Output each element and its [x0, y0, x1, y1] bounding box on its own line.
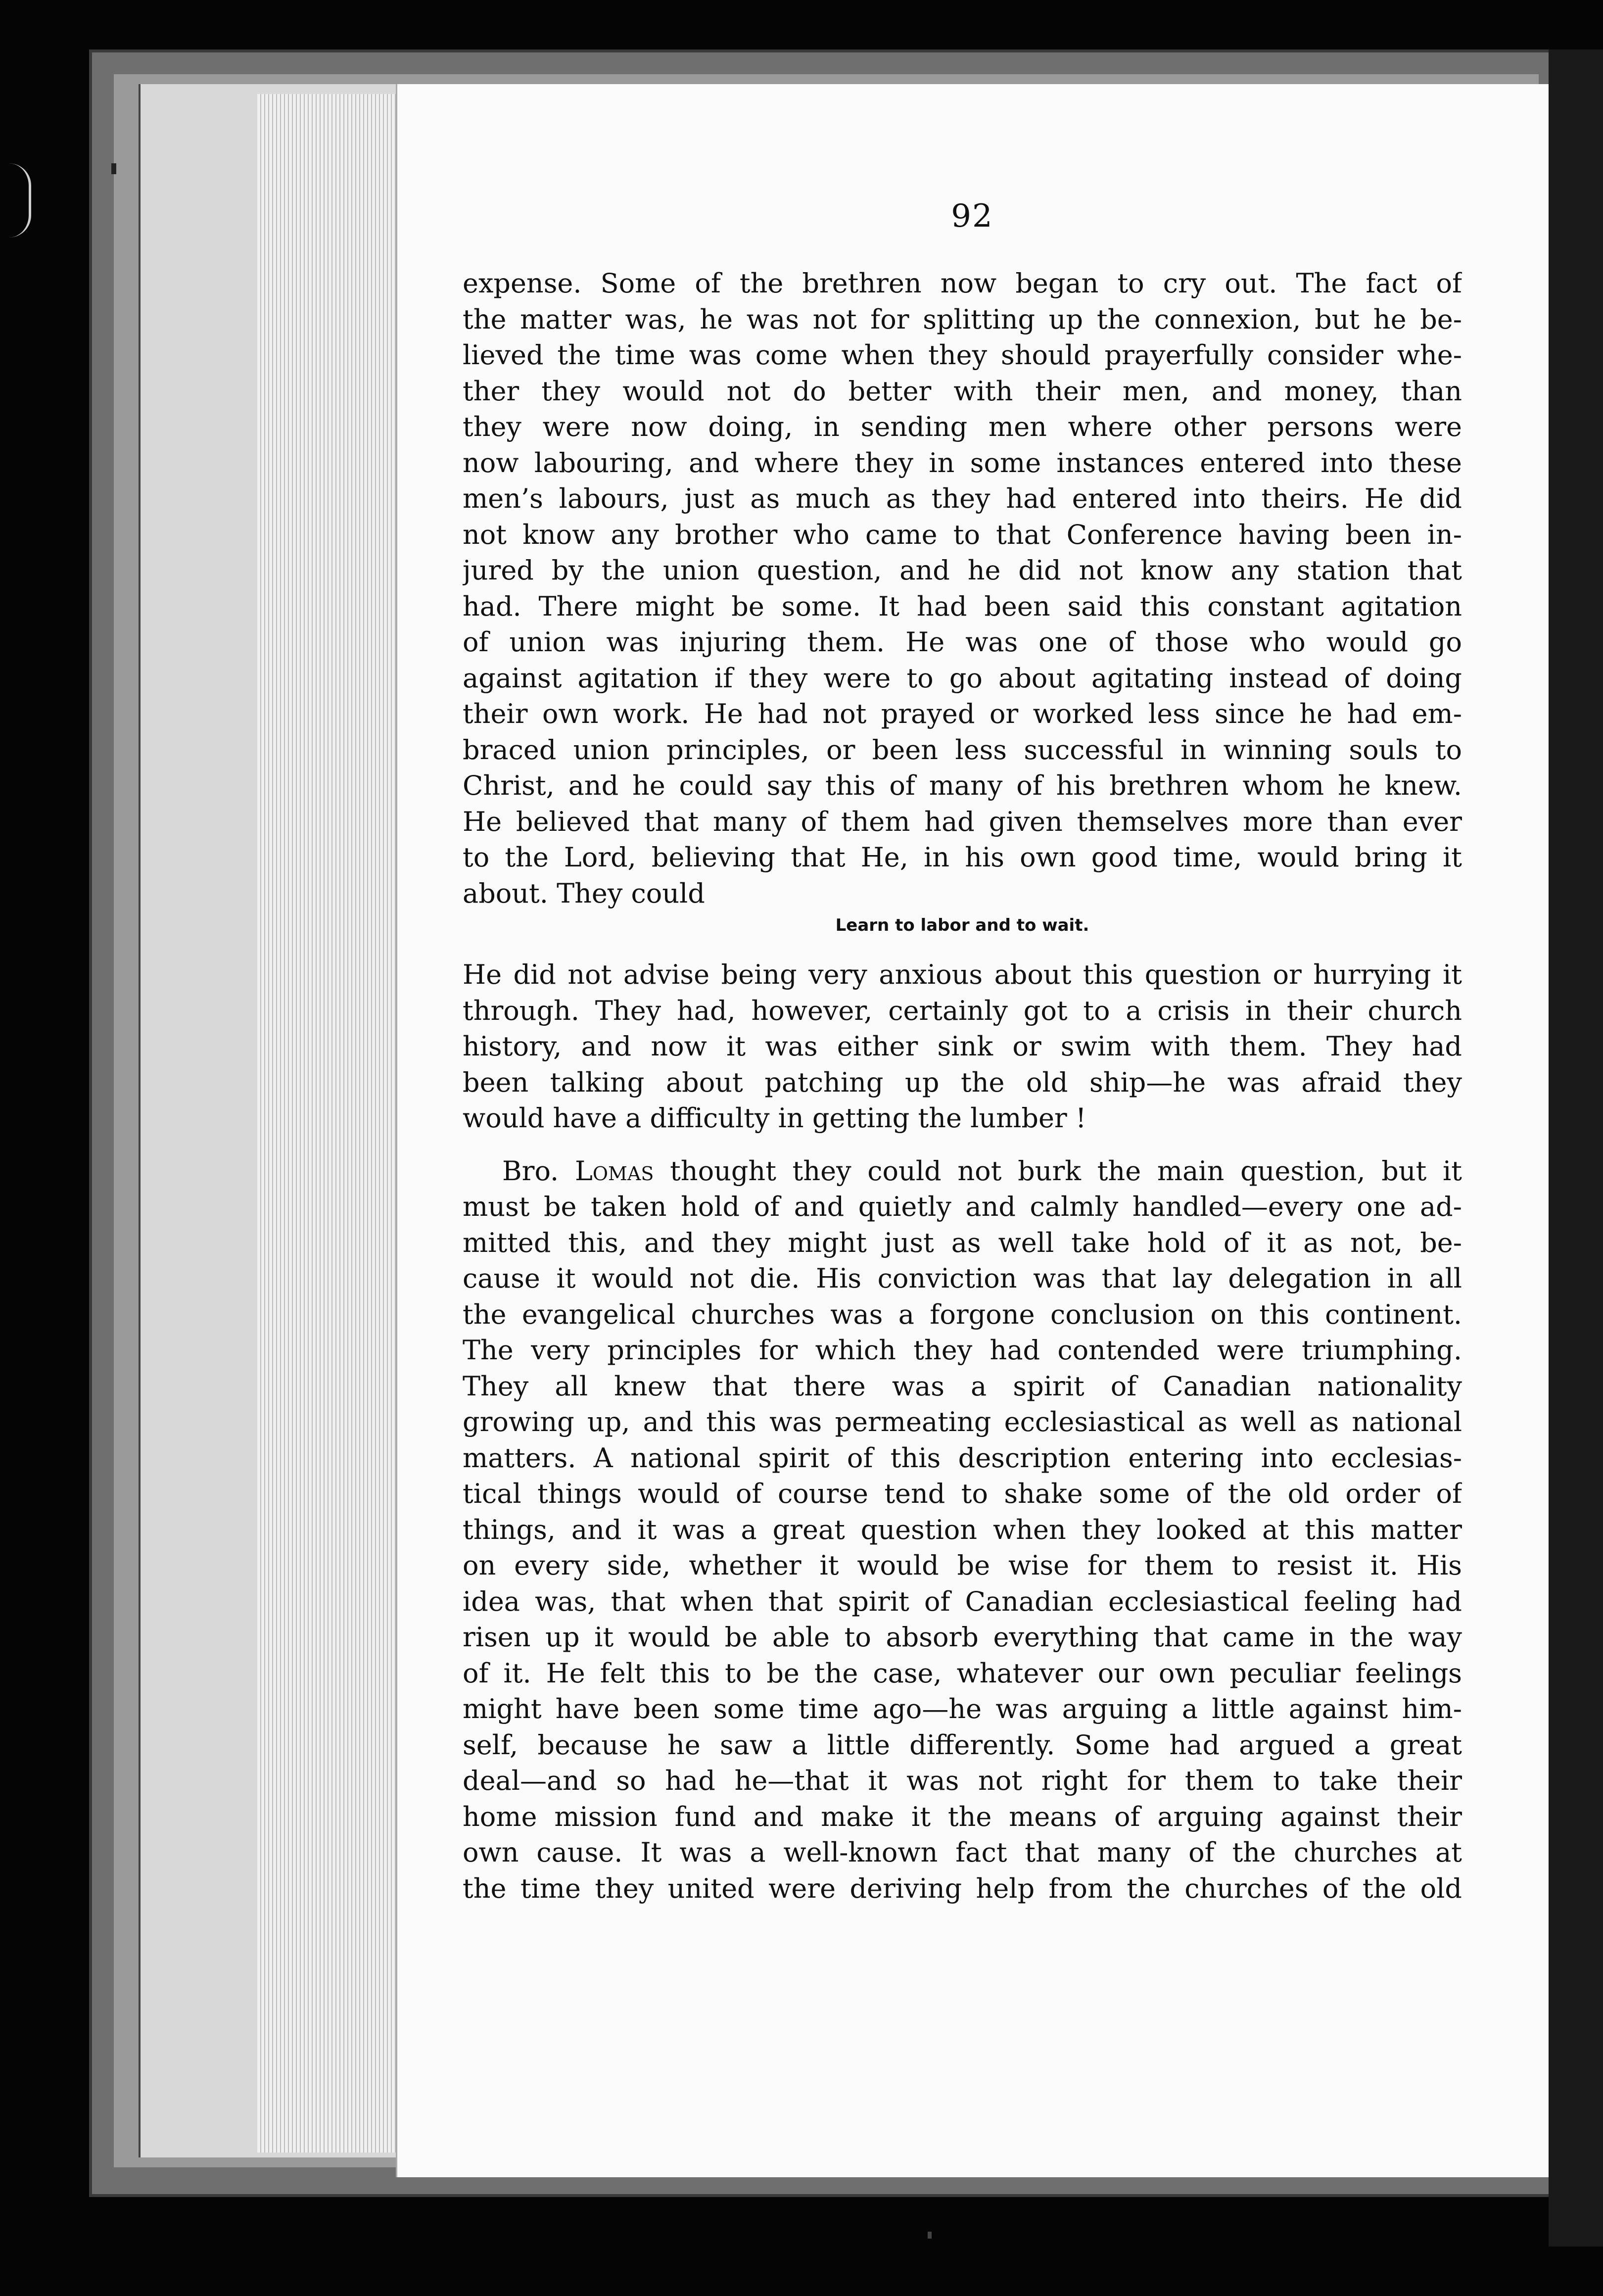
scan-speck [928, 2232, 932, 2239]
text-line: things, and it was a great question when they looked at this matter [463, 1514, 1462, 1545]
text-line: about. They could [463, 877, 705, 909]
margin-bracket-mark [9, 163, 31, 238]
text-line: of it. He felt this to be the case, whatever our own peculiar feelings [463, 1657, 1462, 1689]
text-line: own cause. It was a well-known fact that many of the churches at [463, 1837, 1462, 1868]
paragraph-2 [463, 957, 1462, 1137]
text-line: ther they would not do better with their men, and money, than [463, 375, 1462, 407]
text-line: He did not advise being very anxious about this question or hurrying it [463, 959, 1462, 990]
page-number: 92 [951, 198, 993, 235]
text-line: home mission fund and make it the means of arguing against their [463, 1801, 1462, 1832]
text-line: matters. A national spirit of this description entering into ecclesias- [463, 1442, 1462, 1474]
text-line: cause it would not die. His conviction was that lay delegation in all [463, 1263, 1462, 1294]
text-line: now labouring, and where they in some instances entered into these [463, 447, 1462, 478]
speaker-name: Lomas [574, 1155, 654, 1187]
text-line: braced union principles, or been less successful in winning souls to [463, 734, 1462, 765]
quotation: Learn to labor and to wait. [835, 915, 1089, 935]
text-line-first [463, 1153, 1462, 1190]
text-line: the matter was, he was not for splitting up the connexion, but he be- [463, 303, 1462, 335]
text-line: expense. Some of the brethren now began to cry out. The fact of [463, 268, 1462, 299]
paragraph-3 [463, 1153, 1462, 1907]
page-text [463, 266, 1462, 1907]
text-line: He believed that many of them had given themselves more than ever [463, 806, 1462, 837]
scan-speck [111, 163, 116, 174]
text-line: history, and now it was either sink or swim with them. They had [463, 1031, 1462, 1062]
text-line: self, because he saw a little differently. Some had argued a great [463, 1729, 1462, 1761]
text-line: the time they united were deriving help from the churches of the old [463, 1872, 1462, 1904]
text-line: men’s labours, just as much as they had entered into theirs. He did [463, 483, 1462, 514]
paragraph-gap [463, 1137, 1462, 1153]
text-line: they were now doing, in sending men where other persons were [463, 411, 1462, 442]
text-line: their own work. He had not prayed or worked less since he had em- [463, 698, 1462, 729]
text-line: deal—and so had he—that it was not right for them to take their [463, 1765, 1462, 1796]
text-line: lieved the time was come when they should prayerfully consider whe- [463, 339, 1462, 371]
text-line: the evangelical churches was a forgone conclusion on this continent. [463, 1298, 1462, 1330]
text-line: risen up it would be able to absorb everything that came in the way [463, 1622, 1462, 1653]
text-line-rest: thought they could not burk the main question, but it [654, 1155, 1462, 1187]
text-line: would have a difficulty in getting the lumber ! [463, 1102, 1086, 1134]
text-line: had. There might be some. It had been said this constant agitation [463, 590, 1462, 622]
text-line: The very principles for which they had contended were triumphing. [463, 1335, 1462, 1366]
text-line: growing up, and this was permeating ecclesiastical as well as national [463, 1406, 1462, 1437]
text-line: Christ, and he could say this of many of his brethren whom he knew. [463, 770, 1462, 801]
text-line: to the Lord, believing that He, in his own good time, would bring it [463, 842, 1462, 873]
text-line: not know any brother who came to that Conference having been in- [463, 519, 1462, 550]
text-line: been talking about patching up the old ship—he was afraid they [463, 1066, 1462, 1098]
paragraph-1 [463, 266, 1462, 911]
text-line: of union was injuring them. He was one of those who would go [463, 626, 1462, 658]
text-line: tical things would of course tend to shake some of the old order of [463, 1478, 1462, 1509]
text-line: They all knew that there was a spirit of Canadian nationality [463, 1370, 1462, 1402]
facing-page-shadow [1549, 49, 1603, 2247]
text-line: against agitation if they were to go about agitating instead of doing [463, 662, 1462, 694]
page-edges [257, 94, 416, 2152]
text-line: might have been some time ago—he was arguing a little against him- [463, 1693, 1462, 1724]
text-line: through. They had, however, certainly got to a crisis in their church [463, 995, 1462, 1026]
text-line: jured by the union question, and he did not know any station that [463, 555, 1462, 586]
text-line: idea was, that when that spirit of Canadian ecclesiastical feeling had [463, 1585, 1462, 1617]
text-line: must be taken hold of and quietly and calmly handled—every one ad- [463, 1191, 1462, 1222]
text-line: mitted this, and they might just as well take hold of it as not, be- [463, 1227, 1462, 1258]
text-line: on every side, whether it would be wise for them to resist it. His [463, 1550, 1462, 1581]
speaker-prefix: Bro. [502, 1155, 575, 1187]
